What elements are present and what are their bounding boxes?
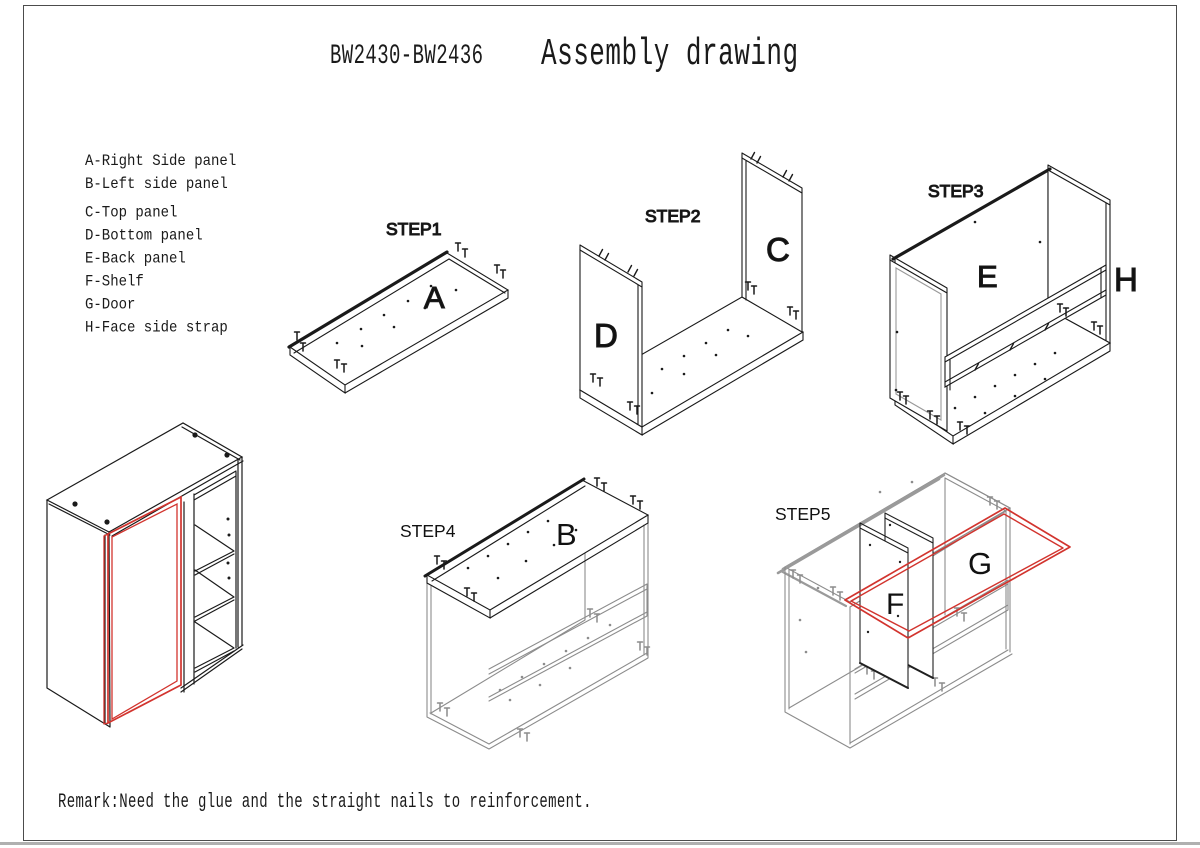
step3-label: STEP3 — [928, 181, 984, 201]
parts-list-item: C-Top panel — [85, 204, 178, 223]
parts-list-item: F-Shelf — [85, 273, 144, 292]
part-label-g: G — [968, 546, 993, 581]
panel-b-face — [427, 480, 648, 610]
door-outline — [104, 497, 181, 724]
part-label-h: H — [1114, 261, 1138, 298]
parts-list-item: G-Door — [85, 296, 136, 315]
part-label-d: D — [594, 317, 618, 354]
step1-label: STEP1 — [386, 219, 442, 239]
step2-label: STEP2 — [645, 206, 701, 226]
parts-list-item: H-Face side strap — [85, 319, 228, 338]
part-label-b: B — [556, 517, 577, 552]
step1-drawing — [289, 219, 508, 393]
strap-h-through-front — [489, 584, 647, 701]
part-label-a: A — [424, 280, 445, 315]
part-label-f: F — [886, 588, 905, 621]
step5-label: STEP5 — [775, 504, 831, 524]
shelf-wedge-1 — [195, 525, 234, 575]
step5-drawing — [775, 473, 1070, 748]
panel-a-face — [290, 253, 508, 385]
page-title: Assembly drawing — [541, 32, 799, 76]
remark-note: Remark:Need the glue and the straight nails to reinforcement. — [58, 791, 592, 815]
step3-drawing — [890, 165, 1138, 444]
step4-label: STEP4 — [400, 521, 456, 541]
parts-list-item: A-Right Side panel — [85, 152, 237, 171]
parts-list-item: B-Left side panel — [85, 175, 228, 194]
model-code: BW2430-BW2436 — [330, 40, 484, 72]
step2-drawing — [580, 153, 803, 436]
part-label-c: C — [766, 231, 790, 268]
parts-list-item: E-Back panel — [85, 250, 186, 269]
step4-drawing — [400, 478, 650, 749]
part-label-e: E — [977, 259, 998, 294]
parts-list-item: D-Bottom panel — [85, 227, 203, 246]
assembled-cabinet-drawing — [47, 423, 243, 727]
